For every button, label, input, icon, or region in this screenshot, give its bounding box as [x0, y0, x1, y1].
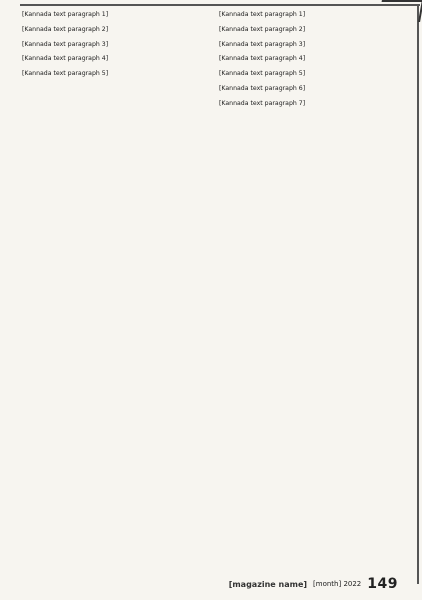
paragraph: [Kannada text paragraph 1]: [219, 11, 306, 18]
article-body: [22, 10, 404, 562]
right-column: [219, 10, 404, 562]
paragraph: [Kannada text paragraph 4]: [22, 55, 109, 63]
paragraph: [Kannada text paragraph 1]: [22, 11, 109, 18]
paragraph: [Kannada text paragraph 2]: [219, 25, 306, 33]
paragraph: [Kannada text paragraph 3]: [219, 40, 306, 48]
paragraph: [Kannada text paragraph 5]: [219, 70, 306, 78]
page-footer: [229, 576, 398, 592]
paragraph: [Kannada text paragraph 5]: [22, 70, 109, 78]
paragraph: [Kannada text paragraph 7]: [219, 99, 306, 107]
sketch-frame-top: [20, 4, 420, 6]
paragraph: [Kannada text paragraph 6]: [219, 84, 306, 92]
paragraph: [Kannada text paragraph 3]: [22, 40, 109, 48]
magazine-brand: [magazine name]: [228, 579, 308, 589]
paragraph: [Kannada text paragraph 4]: [219, 55, 306, 63]
page-number: 149: [367, 576, 398, 592]
left-column: [22, 10, 207, 562]
paragraph: [Kannada text paragraph 2]: [22, 25, 109, 33]
sketch-frame-right: [417, 4, 419, 584]
issue-date: [month] 2022: [313, 580, 362, 588]
